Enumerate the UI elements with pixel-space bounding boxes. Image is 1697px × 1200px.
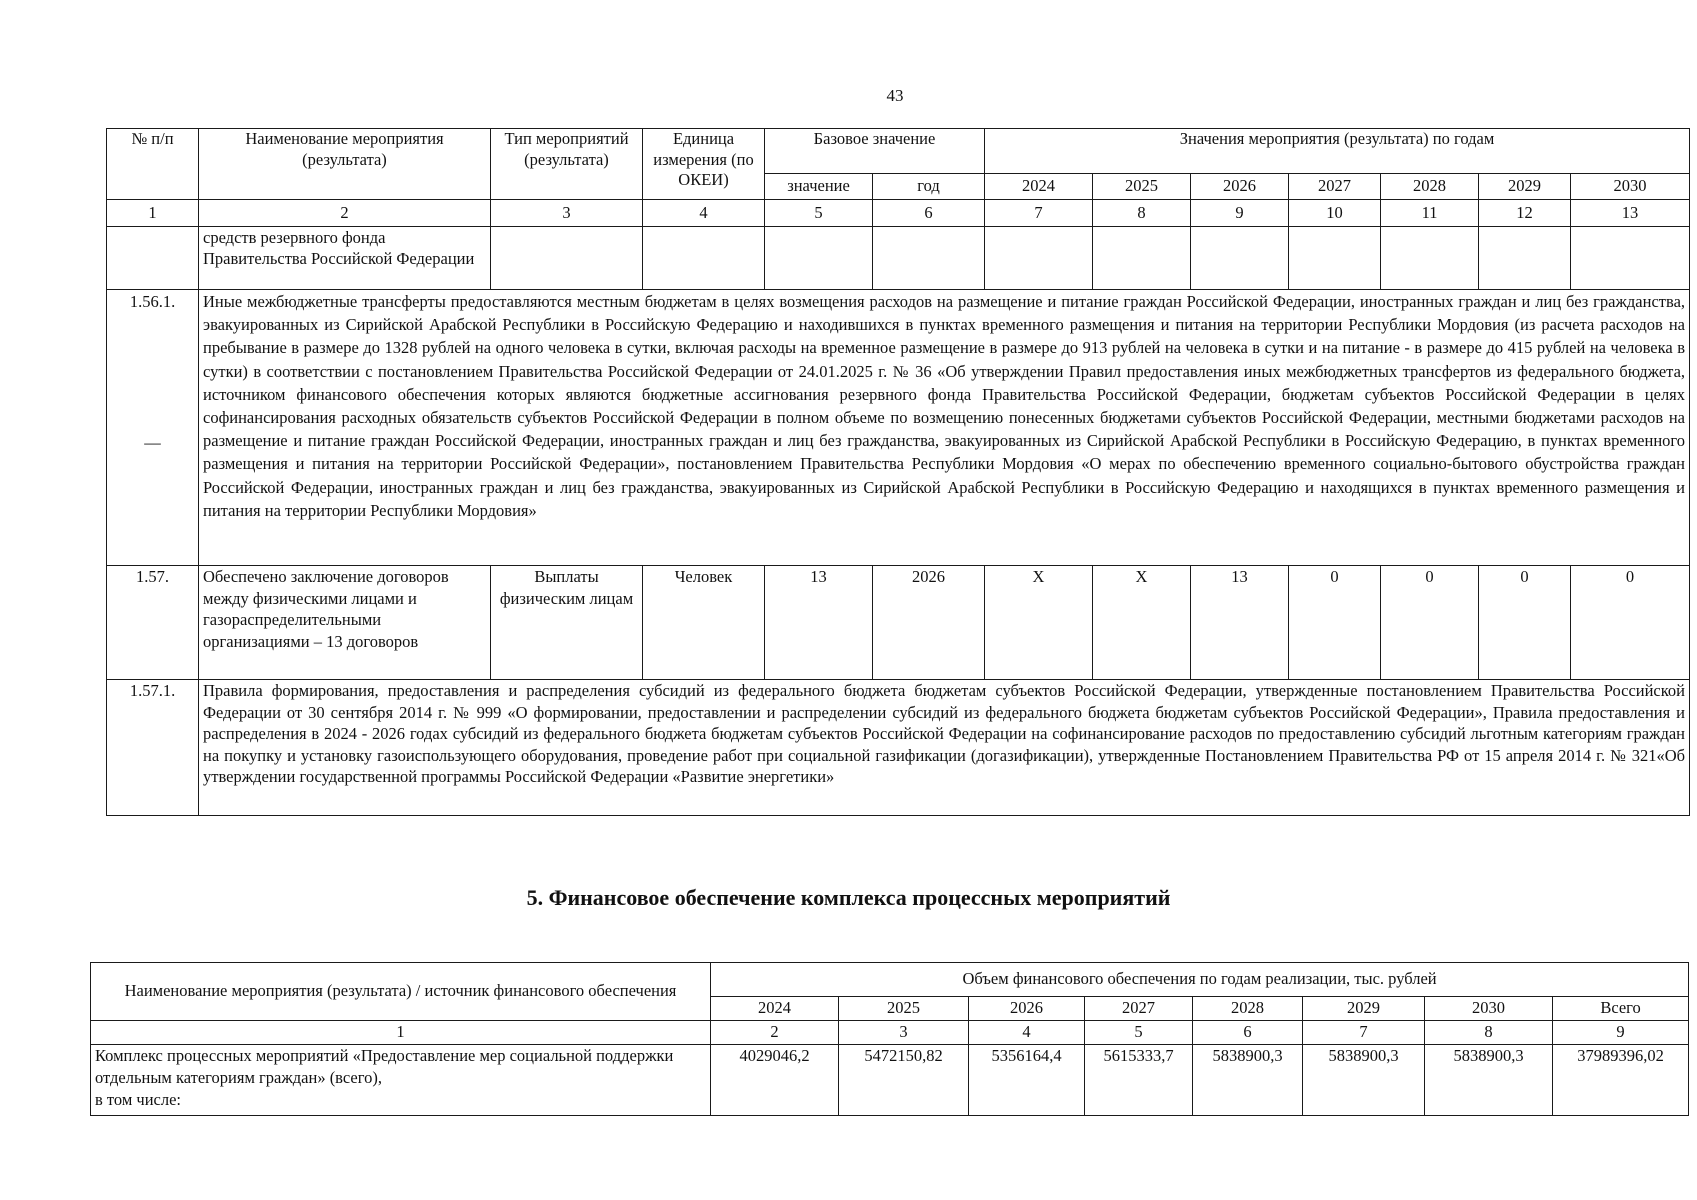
amount-cell: 5615333,7 (1085, 1045, 1193, 1116)
header-year: 2025 (1093, 174, 1191, 200)
year-value: 0 (1571, 566, 1690, 680)
column-number: 2 (711, 1021, 839, 1045)
column-number: 9 (1191, 200, 1289, 227)
header-unit: Единица измерения (по ОКЕИ) (643, 129, 765, 200)
base-year: 2026 (873, 566, 985, 680)
amount-cell: 4029046,2 (711, 1045, 839, 1116)
header-year: 2025 (839, 997, 969, 1021)
column-number: 1 (91, 1021, 711, 1045)
finance-table (90, 962, 1689, 1116)
table-row (107, 290, 1690, 566)
header-volume: Объем финансового обеспечения по годам реализации, тыс. рублей (711, 963, 1689, 997)
column-number: 12 (1479, 200, 1571, 227)
table-row (107, 566, 1690, 680)
header-year: 2029 (1479, 174, 1571, 200)
header-year: 2030 (1571, 174, 1690, 200)
column-number: 6 (873, 200, 985, 227)
year-value: 0 (1479, 566, 1571, 680)
program-name: Комплекс процессных мероприятий «Предоставление мер социальной поддержки отдельным категориям граждан» (всего), в том числе: (91, 1045, 711, 1116)
row-number-cell (107, 290, 199, 566)
amount-cell: 5838900,3 (1303, 1045, 1425, 1116)
column-number: 7 (1303, 1021, 1425, 1045)
column-number: 11 (1381, 200, 1479, 227)
header-year: 2026 (969, 997, 1085, 1021)
column-number: 4 (969, 1021, 1085, 1045)
result-type: Выплаты физическим лицам (491, 566, 643, 680)
header-type: Тип мероприятий (результата) (491, 129, 643, 200)
table-row (107, 680, 1690, 816)
header-year: 2024 (985, 174, 1093, 200)
header-year: 2028 (1193, 997, 1303, 1021)
base-value: 13 (765, 566, 873, 680)
header-num: № п/п (107, 129, 199, 200)
header-year: 2028 (1381, 174, 1479, 200)
header-base: Базовое значение (765, 129, 985, 174)
header-name: Наименование мероприятия (результата) / источник финансового обеспечения (91, 963, 711, 1021)
header-name: Наименование мероприятия (результата) (199, 129, 491, 200)
dash-mark: — (144, 433, 161, 453)
header-year: 2024 (711, 997, 839, 1021)
header-year: 2030 (1425, 997, 1553, 1021)
year-value: 0 (1381, 566, 1479, 680)
empty-cell (107, 227, 199, 290)
header-year: 2029 (1303, 997, 1425, 1021)
column-number: 13 (1571, 200, 1690, 227)
column-number: 8 (1093, 200, 1191, 227)
row-number: 1.56.1. (129, 292, 176, 311)
year-value: 0 (1289, 566, 1381, 680)
year-value: X (985, 566, 1093, 680)
column-number: 8 (1425, 1021, 1553, 1045)
amount-cell: 5838900,3 (1193, 1045, 1303, 1116)
result-unit: Человек (643, 566, 765, 680)
row-description: Иные межбюджетные трансферты предоставляются местным бюджетам в целях возмещения расходов на размещение и питание граждан Российской Федерации, иностранных граждан и лиц без гражданства, эвакуированных из Сирийской Арабской Республики в Российскую Федерацию и находившихся в пунктах временного размещения и питания на территории Республики Мордовия (из расчета расходов на пребывание в размере до 1328 рублей на одного человека в сутки, включая расходы на временное размещение в размере до 913 рублей на человека в сутки и на питание - в размере до 415 рублей на человека в сутки) в соответствии с постановлением Правительства Российской Федерации от 24.01.2025 г. № 36 «Об утверждении Правил предоставления иных межбюджетных трансфертов из федерального бюджета, источником финансового обеспечения которых являются бюджетные ассигнования резервного фонда Правительства Российской Федерации, бюджетам субъектов Российской Федерации в целях софинансирования расходных обязательств субъектов Российской Федерации в полном объеме по возмещению понесенных бюджетами субъектов Российской Федерации, местными бюджетами расходов на размещение и питание граждан Российской Федерации, иностранных граждан и лиц без гражданства, эвакуированных из Сирийской Арабской Республики в Российскую Федерацию, в пунктах временного размещения и питания на территории Российской Федерации», постановлением Правительства Республики Мордовия «О мерах по обеспечению временного социально-бытового обустройства граждан Российской Федерации, иностранных граждан и лиц без гражданства, эвакуированных из Сирийской Арабской Республики в Российскую Федерацию и находящихся в пунктах временного размещения и питания на территории Республики Мордовия» (199, 290, 1690, 566)
section-title: 5. Финансовое обеспечение комплекса процессных мероприятий (526, 885, 1171, 910)
column-number: 1 (107, 200, 199, 227)
page-number: 43 (886, 86, 904, 105)
column-number: 3 (839, 1021, 969, 1045)
column-number: 2 (199, 200, 491, 227)
header-total: Всего (1553, 997, 1689, 1021)
table-row (107, 227, 1690, 290)
amount-cell: 5356164,4 (969, 1045, 1085, 1116)
header-year: 2027 (1289, 174, 1381, 200)
column-number: 4 (643, 200, 765, 227)
result-name: Обеспечено заключение договоров между физическими лицами и газораспределительными организациями – 13 договоров (199, 566, 491, 680)
column-number: 7 (985, 200, 1093, 227)
table-row (91, 1045, 1689, 1116)
amount-cell: 5472150,82 (839, 1045, 969, 1116)
header-year: 2026 (1191, 174, 1289, 200)
continuation-text: средств резервного фонда Правительства Российской Федерации (199, 227, 491, 290)
header-base-year: год (873, 174, 985, 200)
header-by-years: Значения мероприятия (результата) по годам (985, 129, 1690, 174)
header-base-value: значение (765, 174, 873, 200)
column-number: 10 (1289, 200, 1381, 227)
row-number: 1.57. (107, 566, 199, 680)
row-description: Правила формирования, предоставления и распределения субсидий из федерального бюджета бюджетам субъектов Российской Федерации, утвержденные постановлением Правительства Российской Федерации от 30 сентября 2014 г. № 999 «О формировании, предоставлении и распределении субсидий из федерального бюджета бюджетам субъектов Российской Федерации», Правила предоставления и распределения в 2024 - 2026 годах субсидий из федерального бюджета бюджетам субъектов Российской Федерации на софинансирование расходов по предоставлению субсидий льготным категориям граждан на покупку и установку газоиспользующего оборудования, проведение работ при социальной газификации (догазификации), утвержденные Постановлением Правительства РФ от 15 апреля 2014 г. № 321«Об утверждении государственной программы Российской Федерации «Развитие энергетики» (199, 680, 1690, 816)
amount-cell: 5838900,3 (1425, 1045, 1553, 1116)
column-number: 6 (1193, 1021, 1303, 1045)
row-number: 1.57.1. (107, 680, 199, 816)
header-year: 2027 (1085, 997, 1193, 1021)
year-value: X (1093, 566, 1191, 680)
total-amount: 37989396,02 (1553, 1045, 1689, 1116)
column-number: 9 (1553, 1021, 1689, 1045)
column-number: 5 (765, 200, 873, 227)
results-table (106, 128, 1690, 816)
column-number: 3 (491, 200, 643, 227)
column-number: 5 (1085, 1021, 1193, 1045)
year-value: 13 (1191, 566, 1289, 680)
